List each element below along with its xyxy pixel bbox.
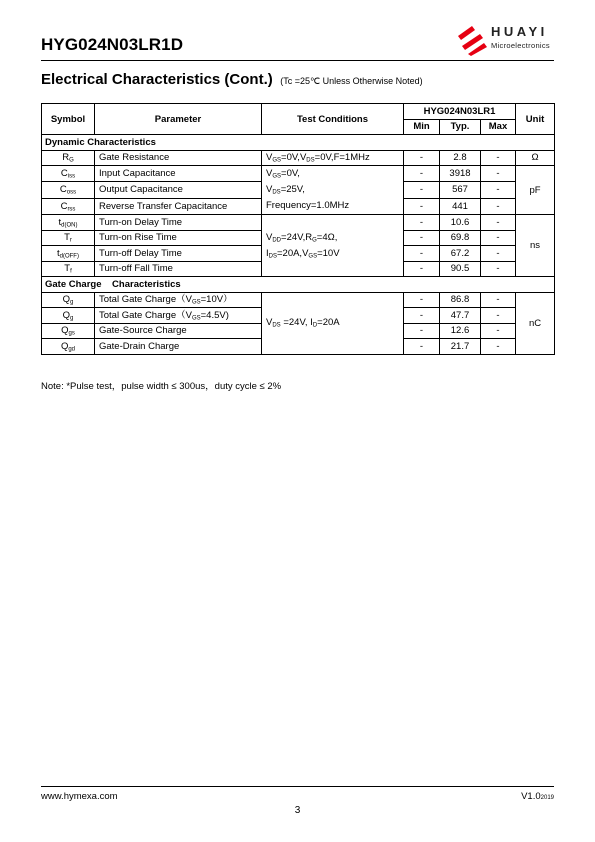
- symbol-cell: $Q_{gd}$: [42, 339, 95, 355]
- max-cell: -: [481, 323, 516, 339]
- header-max: Max: [481, 119, 516, 135]
- typ-cell: 3918: [440, 166, 481, 182]
- symbol-cell: $T_f$: [42, 261, 95, 277]
- parameter-cell: Gate-Drain Charge: [95, 339, 262, 355]
- min-cell: -: [404, 246, 440, 262]
- version-label: V1.02019: [521, 791, 554, 802]
- table-row: [42, 150, 555, 166]
- max-cell: -: [481, 308, 516, 324]
- parameter-cell: Turn-on Delay Time: [95, 215, 262, 231]
- header-typ: Typ.: [440, 119, 481, 135]
- max-cell: -: [481, 261, 516, 277]
- capacitance-unit-cell: pF: [516, 166, 555, 215]
- parameter-cell: Gate-Source Charge: [95, 323, 262, 339]
- min-cell: -: [404, 292, 440, 308]
- parameter-cell: Input Capacitance: [95, 166, 262, 182]
- typ-cell: 67.2: [440, 246, 481, 262]
- unit-cell: Ω: [516, 150, 555, 166]
- condition-cell: $V_{GS}=0V,V_{DS}=0V,F=1MHz$: [262, 150, 404, 166]
- min-cell: -: [404, 261, 440, 277]
- min-cell: -: [404, 182, 440, 198]
- max-cell: -: [481, 150, 516, 166]
- symbol-cell: $T_r$: [42, 230, 95, 246]
- symbol-cell: $Q_g$: [42, 292, 95, 308]
- header-part-group: HYG024N03LR1: [404, 104, 516, 120]
- max-cell: -: [481, 292, 516, 308]
- capacitance-condition-cell: $V_{GS}=0V$, $V_{DS}=25V$, Frequency=1.0MHz: [262, 166, 404, 215]
- typ-cell: 69.8: [440, 230, 481, 246]
- min-cell: -: [404, 323, 440, 339]
- symbol-cell: $t_{d(ON)}$: [42, 215, 95, 231]
- table-row: [42, 166, 555, 182]
- symbol-cell: $Q_g$: [42, 308, 95, 324]
- electrical-characteristics-table: [41, 103, 555, 355]
- symbol-cell: $t_{d(OFF)}$: [42, 246, 95, 262]
- typ-cell: 21.7: [440, 339, 481, 355]
- switching-unit-cell: ns: [516, 215, 555, 277]
- min-cell: -: [404, 308, 440, 324]
- symbol-cell: $R_G$: [42, 150, 95, 166]
- brand-logo: [454, 22, 558, 56]
- max-cell: -: [481, 166, 516, 182]
- page-number: 3: [294, 805, 301, 816]
- website-link[interactable]: www.hymexa.com: [41, 791, 118, 802]
- typ-cell: 47.7: [440, 308, 481, 324]
- symbol-cell: $C_{oss}$: [42, 182, 95, 198]
- parameter-cell: Turn-off Delay Time: [95, 246, 262, 262]
- min-cell: -: [404, 215, 440, 231]
- parameter-cell: Turn-off Fall Time: [95, 261, 262, 277]
- typ-cell: 10.6: [440, 215, 481, 231]
- brand-word: HUAYI: [491, 24, 548, 39]
- brand-subtitle: Microelectronics: [491, 41, 550, 50]
- pulse-test-note: Note: *Pulse test，pulse width ≤ 300us，duty cycle ≤ 2%: [41, 381, 282, 392]
- parameter-cell: Gate Resistance: [95, 150, 262, 166]
- typ-cell: 567: [440, 182, 481, 198]
- typ-cell: 90.5: [440, 261, 481, 277]
- section-title: [41, 71, 423, 89]
- max-cell: -: [481, 198, 516, 214]
- typ-cell: 86.8: [440, 292, 481, 308]
- parameter-cell: Reverse Transfer Capacitance: [95, 198, 262, 214]
- switching-condition-cell: $V_{DD}=24V,R_G=4\Omega$, $I_{DS}=20A,V_{GS}=10V$: [262, 215, 404, 277]
- symbol-cell: $C_{iss}$: [42, 166, 95, 182]
- gate-charge-section-title: Gate Charge Characteristics: [42, 277, 555, 293]
- header-min: Min: [404, 119, 440, 135]
- part-number: HYG024N03LR1D: [41, 35, 184, 54]
- parameter-cell: Total Gate $Charge(V_{GS}=10V)$: [95, 292, 262, 308]
- header-parameter: Parameter: [95, 104, 262, 135]
- footer-divider: [41, 786, 554, 787]
- header-unit: Unit: [516, 104, 555, 135]
- symbol-cell: $C_{rss}$: [42, 198, 95, 214]
- parameter-cell: Total Gate $Charge(V_{GS}=4.5V)$: [95, 308, 262, 324]
- parameter-cell: Output Capacitance: [95, 182, 262, 198]
- max-cell: -: [481, 339, 516, 355]
- symbol-cell: $Q_{gs}$: [42, 323, 95, 339]
- huayi-mark-icon: [454, 24, 488, 56]
- min-cell: -: [404, 198, 440, 214]
- min-cell: -: [404, 230, 440, 246]
- table-row: [42, 292, 555, 308]
- min-cell: -: [404, 339, 440, 355]
- gate-charge-condition-cell: $V_{DS} =24V$, $I_D=20A$: [262, 292, 404, 354]
- typ-cell: 12.6: [440, 323, 481, 339]
- max-cell: -: [481, 246, 516, 262]
- gate-charge-unit-cell: nC: [516, 292, 555, 354]
- section-title-note: (Tc =25℃ Unless Otherwise Noted): [280, 76, 423, 86]
- max-cell: -: [481, 182, 516, 198]
- typ-cell: 441: [440, 198, 481, 214]
- typ-cell: 2.8: [440, 150, 481, 166]
- max-cell: -: [481, 230, 516, 246]
- parameter-cell: Turn-on Rise Time: [95, 230, 262, 246]
- section-title-main: Electrical Characteristics (Cont.): [41, 71, 273, 88]
- header-test-conditions: Test Conditions: [262, 104, 404, 135]
- min-cell: -: [404, 166, 440, 182]
- header-symbol: Symbol: [42, 104, 95, 135]
- header-divider: [41, 60, 554, 61]
- dynamic-section-title: Dynamic Characteristics: [42, 135, 555, 151]
- max-cell: -: [481, 215, 516, 231]
- min-cell: -: [404, 150, 440, 166]
- table-row: [42, 215, 555, 231]
